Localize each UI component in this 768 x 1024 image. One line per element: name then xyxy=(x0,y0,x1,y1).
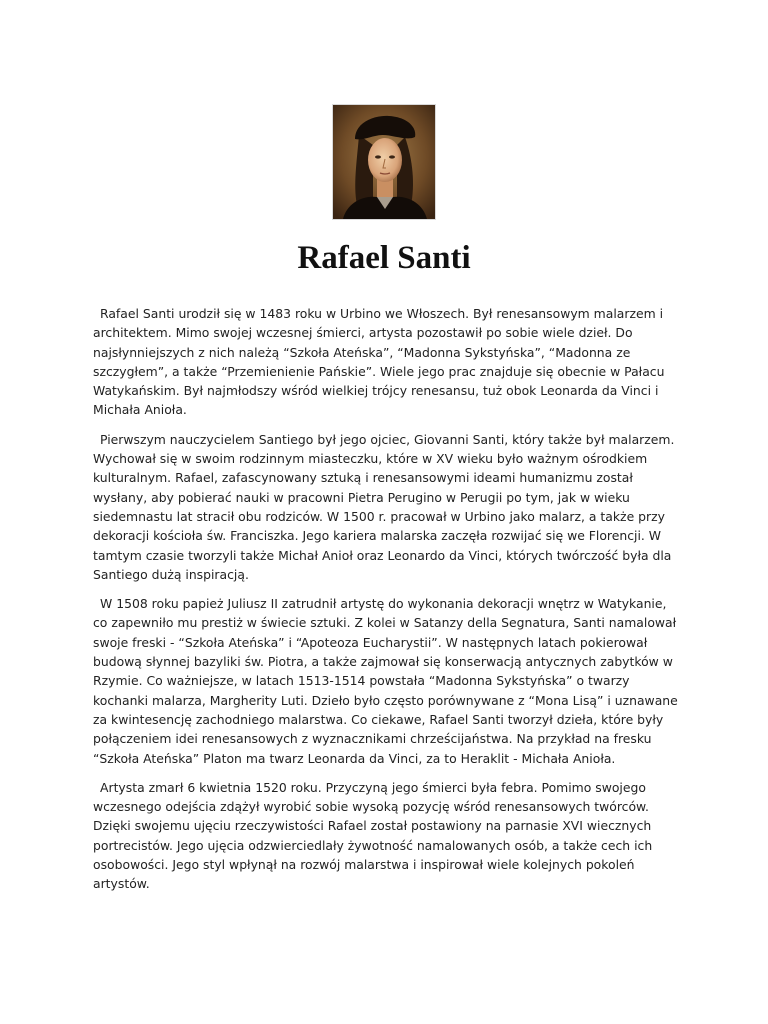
paragraph-vatican: W 1508 roku papież Juliusz II zatrudnił artystę do wykonania dekoracji wnętrz w Watykanie, co zapewniło mu prestiż w świecie sztuki. Z kolei w Satanzy della Segnatura, Santi namalował swoje freski - “Szkoła Ateńska” i “Apoteoza Eucharystii”. W następnych latach pokierował budową słynnej bazyliki św. Piotra, a także zajmował się konserwacją antycznych zabytków w Rzymie. Co ważniejsze, w latach 1513-1514 powstała “Madonna Sykstyńska” o twarzy kochanki malarza, Margherity Luti. Dzieło było często porównywane z “Mona Lisą” i uznawane za kwintesencję zachodniego malarstwa. Co ciekawe, Rafael Santi tworzył dzieła, które były połączeniem idei renesansowych z wyznacznikami chrześcijaństwa. Na przykład na fresku “Szkoła Ateńska” Platon ma twarz Leonarda da Vinci, za to Heraklit - Michała Anioła. xyxy=(93,596,678,766)
portrait-image xyxy=(333,105,435,219)
document-title: Rafael Santi xyxy=(297,240,471,276)
paragraph-death: Artysta zmarł 6 kwietnia 1520 roku. Przyczyną jego śmierci była febra. Pomimo swojego wczesnego odejścia zdążył wyrobić sobie wysoką pozycję wśród renesansowych twórców. Dzięki swojemu ujęciu rzeczywistości Rafael został postawiony na parnasie XVI wiecznych portrecistów. Jego ujęcia odzwierciedlały żywotność namalowanych osób, a także cech ich osobowości. Jego styl wpłynął na rozwój malarstwa i inspirował wiele kolejnych pokoleń artystów. xyxy=(93,779,653,892)
paragraph-birth: Rafael Santi urodził się w 1483 roku w Urbino we Włoszech. Był renesansowym malarzem i architektem. Mimo swojej wczesnej śmierci, artysta pozostawił po sobie wiele dzieł. Do najsłynniejszych z nich należą “Szkoła Ateńska”, “Madonna Sykstyńska”, “Madonna ze szczygłem”, a także “Przemienienie Pańskie”. Wiele jego prac znajduje się obecnie w Pałacu Watykańskim. Był najmłodszy wśród wielkiej trójcy renesansu, tuż obok Leonarda da Vinci i Michała Anioła. xyxy=(93,306,665,418)
document-body xyxy=(93,304,679,904)
portrait-painting xyxy=(333,105,435,219)
paragraph-education: Pierwszym nauczycielem Santiego był jego ojciec, Giovanni Santi, który także był malarzem. Wychował się w swoim rodzinnym miasteczku, które w XV wieku było ważnym ośrodkiem kulturalnym. Rafael, zafascynowany sztuką i renesansowymi ideami humanizmu został wysłany, aby pobierać nauki w pracowni Pietra Perugino w Perugii po tym, jak w wieku siedemnastu lat stracił obu rodziców. W 1500 r. pracował w Urbino jako malarz, a także przy dekoracji kościoła św. Franciszka. Jego kariera malarska zaczęła rozwijać się we Florencji. W tamtym czasie tworzyli także Michał Anioł oraz Leonardo da Vinci, których twórczość była dla Santiego dużą inspiracją. xyxy=(93,431,675,582)
